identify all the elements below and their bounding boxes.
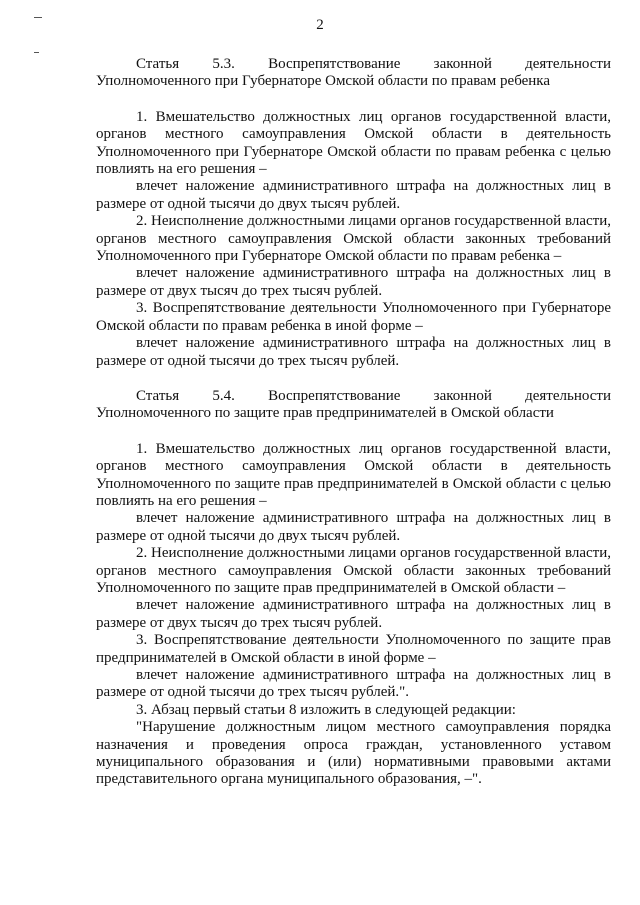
article-5-4-paragraph: 2. Неисполнение должностными лицами органов государственной власти, органов местного самоуправления Омской области законных требований Уполномоченного по защите прав предпринимателей в Омской области – — [96, 545, 611, 596]
article-5-4-paragraph: влечет наложение административного штрафа на должностных лиц в размере от двух тысяч до трех тысяч рублей. — [96, 597, 611, 631]
article-5-3-paragraph: 1. Вмешательство должностных лиц органов государственной власти, органов местного самоуправления Омской области в деятельность Уполномоченного при Губернаторе Омской области по правам ребенка с целью повлиять на его решения – — [96, 108, 611, 178]
amendment-text: "Нарушение должностным лицом местного самоуправления порядка назначения и проведения опроса граждан, установленного уставом муниципального образования и (или) нормативными правовыми актами представительного органа муниципального образования, –". — [96, 719, 611, 788]
article-5-3-heading: Статья 5.3. Воспрепятствование законной деятельности Уполномоченного при Губернаторе Омской области по правам ребенка — [96, 56, 611, 90]
amendment-intro: 3. Абзац первый статьи 8 изложить в следующей редакции: — [136, 701, 516, 718]
article-5-3-paragraph: влечет наложение административного штрафа на должностных лиц в размере от одной тысячи до двух тысяч рублей. — [96, 178, 611, 212]
article-5-3-paragraph: влечет наложение административного штрафа на должностных лиц в размере от одной тысячи до трех тысяч рублей. — [96, 335, 611, 369]
article-5-4-paragraph: влечет наложение административного штрафа на должностных лиц в размере от одной тысячи до двух тысяч рублей. — [96, 510, 611, 544]
article-5-3-paragraph: 3. Воспрепятствование деятельности Уполномоченного при Губернаторе Омской области по правам ребенка в иной форме – — [96, 300, 611, 334]
article-5-4-paragraph: влечет наложение административного штрафа на должностных лиц в размере от одной тысячи до трех тысяч рублей.". — [96, 667, 611, 701]
page-number: 2 — [316, 17, 324, 33]
document-body — [96, 56, 611, 789]
article-5-4-paragraph: 1. Вмешательство должностных лиц органов государственной власти, органов местного самоуправления Омской области в деятельность Уполномоченного по защите прав предпринимателей в Омской области с целью повлиять на его решения – — [96, 440, 611, 509]
article-5-4-paragraph: 3. Воспрепятствование деятельности Уполномоченного по защите прав предпринимателей в Омской области в иной форме – — [96, 632, 611, 666]
article-5-3-paragraph: 2. Неисполнение должностными лицами органов государственной власти, органов местного самоуправления Омской области законных требований Уполномоченного при Губернаторе Омской области по правам ребенка – — [96, 213, 611, 265]
scan-mark — [34, 52, 39, 53]
article-5-3-paragraph: влечет наложение административного штрафа на должностных лиц в размере от двух тысяч до трех тысяч рублей. — [96, 265, 611, 299]
article-5-4-heading: Статья 5.4. Воспрепятствование законной деятельности Уполномоченного по защите прав предпринимателей в Омской области — [96, 387, 611, 422]
